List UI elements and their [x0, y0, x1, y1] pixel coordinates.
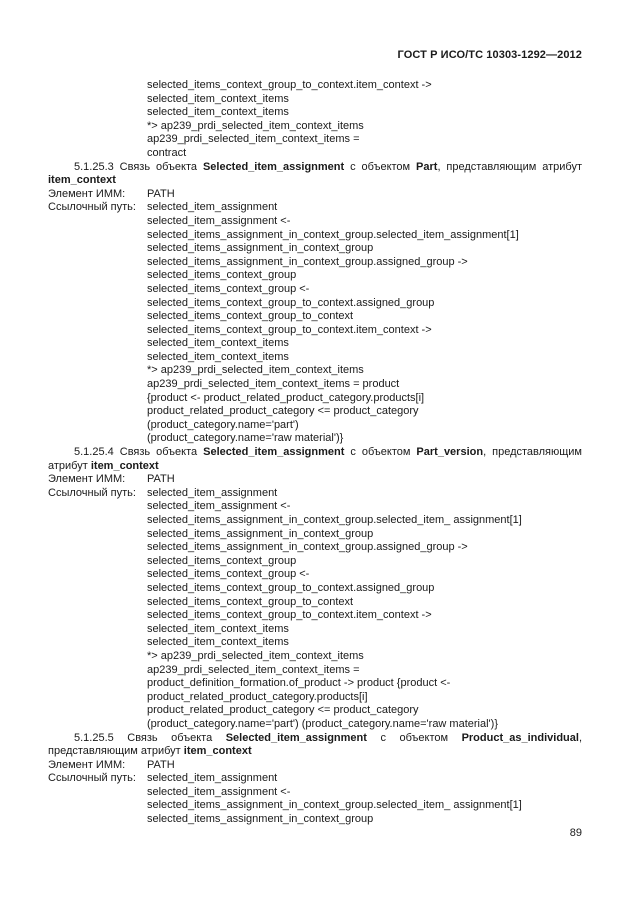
para-text: , представляющим атрибут — [48, 731, 582, 758]
label-spacer — [48, 269, 147, 283]
path-line-row — [48, 718, 582, 732]
path-line-row — [48, 609, 582, 623]
label-spacer — [48, 242, 147, 256]
path-line: selected_item_context_items — [147, 92, 289, 105]
path-line: selected_items_context_group_to_context — [147, 310, 354, 323]
path-line-row — [48, 677, 582, 691]
label-spacer — [48, 419, 147, 433]
path-line: selected_items_assignment_in_context_group.selected_item_ assignment[1] — [147, 799, 522, 812]
path-line-row — [48, 568, 582, 582]
label-spacer — [48, 297, 147, 311]
path-line: {product <- product_related_product_category.products[i] — [147, 391, 425, 404]
label-spacer — [48, 813, 147, 827]
attribute-name: item_context — [48, 174, 116, 187]
path-line-row — [48, 351, 582, 365]
path-line-row — [48, 215, 582, 229]
path-line: selected_item_context_items — [147, 622, 289, 635]
section-paragraph — [48, 446, 582, 473]
path-line: ap239_prdi_selected_item_context_items = — [147, 133, 360, 146]
reference-path-label: Ссылочный путь: — [48, 772, 136, 785]
label-spacer — [48, 541, 147, 555]
path-line-row — [48, 500, 582, 514]
path-line-row — [48, 120, 582, 134]
label-spacer — [48, 623, 147, 637]
label-spacer — [48, 799, 147, 813]
path-line: selected_items_context_group_to_context.item_context -> — [147, 79, 432, 91]
path-line-row — [48, 555, 582, 569]
path-line: selected_items_context_group — [147, 554, 297, 567]
path-line: selected_item_assignment — [147, 201, 278, 214]
aim-element-value: PATH — [147, 473, 175, 486]
label-spacer — [48, 596, 147, 610]
path-line-row — [48, 405, 582, 419]
label-spacer — [48, 337, 147, 351]
label-spacer — [48, 704, 147, 718]
path-line: product_definition_formation.of_product -> product {product <- — [147, 677, 451, 690]
para-text: с объектом — [366, 731, 462, 744]
reference-path-label: Ссылочный путь: — [48, 201, 136, 214]
path-line: selected_items_assignment_in_context_group — [147, 813, 374, 826]
reference-path-label: Ссылочный путь: — [48, 486, 136, 499]
path-line-row — [48, 364, 582, 378]
path-line: selected_item_assignment <- — [147, 785, 291, 798]
path-line-row — [48, 813, 582, 827]
path-line: selected_item_assignment <- — [147, 214, 291, 227]
label-spacer — [48, 133, 147, 147]
mapping-section — [48, 161, 582, 446]
path-line: selected_items_assignment_in_context_group.selected_item_assignment[1] — [147, 228, 519, 241]
path-line: selected_items_assignment_in_context_group — [147, 527, 374, 540]
path-line-row — [48, 691, 582, 705]
label-spacer — [48, 79, 147, 93]
aim-element-label: Элемент ИММ: — [48, 473, 126, 486]
label-spacer — [48, 677, 147, 691]
path-line: product_related_product_category.products[i] — [147, 690, 368, 703]
label-spacer — [48, 528, 147, 542]
path-line-row — [48, 106, 582, 120]
path-line-row — [48, 337, 582, 351]
label-spacer — [48, 256, 147, 270]
label-spacer — [48, 93, 147, 107]
path-line: selected_items_context_group_to_context.assigned_group — [147, 581, 435, 594]
path-line: selected_item_context_items — [147, 106, 289, 119]
path-line-row — [48, 704, 582, 718]
para-text: 5.1.25.4 Связь объекта — [74, 446, 204, 459]
path-line-row — [48, 283, 582, 297]
label-spacer — [48, 283, 147, 297]
continuation-block — [48, 79, 582, 161]
target-entity-name: Part — [416, 160, 438, 173]
path-line-row — [48, 269, 582, 283]
label-spacer — [48, 514, 147, 528]
path-line: selected_items_context_group_to_context.item_context -> — [147, 609, 432, 622]
para-text: с объектом — [344, 160, 417, 173]
mapping-section — [48, 732, 582, 827]
path-line-row — [48, 419, 582, 433]
label-spacer — [48, 691, 147, 705]
path-line-row — [48, 147, 582, 161]
para-text: 5.1.25.3 Связь объекта — [74, 160, 203, 173]
path-line-row — [48, 79, 582, 93]
target-entity-name: Part_version — [416, 446, 484, 459]
path-line: selected_items_assignment_in_context_group.assigned_group -> — [147, 541, 468, 554]
path-line: selected_item_assignment — [147, 772, 278, 785]
path-line-row — [48, 201, 582, 215]
label-spacer — [48, 147, 147, 161]
entity-name: Selected_item_assignment — [203, 446, 345, 459]
path-line: (product_category.name='raw material')} — [147, 432, 344, 445]
path-line-row — [48, 324, 582, 338]
path-line-row — [48, 799, 582, 813]
path-line: selected_items_context_group <- — [147, 282, 310, 295]
path-line-row — [48, 392, 582, 406]
path-line: selected_items_assignment_in_context_group.selected_item_ assignment[1] — [147, 514, 522, 526]
path-line-row — [48, 133, 582, 147]
path-line-row — [48, 242, 582, 256]
path-line-row — [48, 256, 582, 270]
path-line-row — [48, 487, 582, 501]
path-line: selected_items_context_group — [147, 269, 297, 282]
section-paragraph — [48, 161, 582, 188]
mapping-section — [48, 446, 582, 731]
label-spacer — [48, 405, 147, 419]
entity-name: Selected_item_assignment — [202, 160, 345, 173]
path-line: (product_category.name='part') (product_category.name='raw material')} — [147, 717, 498, 730]
path-line-row — [48, 596, 582, 610]
path-line: *> ap239_prdi_selected_item_context_items — [147, 119, 364, 132]
path-line: selected_item_context_items — [147, 337, 289, 350]
path-line-row — [48, 432, 582, 446]
path-line: contract — [147, 146, 187, 159]
path-line-row — [48, 636, 582, 650]
aim-element-label: Элемент ИММ: — [48, 758, 126, 771]
label-spacer — [48, 500, 147, 514]
label-spacer — [48, 786, 147, 800]
path-line-row — [48, 528, 582, 542]
attribute-name: item_context — [183, 745, 252, 758]
path-line-row — [48, 623, 582, 637]
path-line: selected_item_assignment — [147, 486, 278, 499]
path-line-row — [48, 93, 582, 107]
label-spacer — [48, 664, 147, 678]
path-line-row — [48, 229, 582, 243]
aim-element-row — [48, 759, 582, 773]
label-spacer — [48, 215, 147, 229]
aim-element-row — [48, 473, 582, 487]
path-line: selected_items_context_group <- — [147, 568, 310, 581]
aim-element-value: PATH — [147, 758, 175, 771]
path-line: selected_item_assignment <- — [147, 500, 291, 513]
label-spacer — [48, 351, 147, 365]
path-line: *> ap239_prdi_selected_item_context_items — [147, 649, 364, 662]
label-spacer — [48, 229, 147, 243]
label-spacer — [48, 555, 147, 569]
path-line: ap239_prdi_selected_item_context_items = — [147, 663, 360, 676]
para-text: , представляющим атрибут — [437, 160, 582, 173]
label-spacer — [48, 310, 147, 324]
page-number: 89 — [569, 827, 582, 839]
aim-element-label: Элемент ИММ: — [48, 187, 126, 200]
aim-element-row — [48, 188, 582, 202]
path-line: (product_category.name='part') — [147, 418, 299, 431]
label-spacer — [48, 568, 147, 582]
path-line: ap239_prdi_selected_item_context_items = product — [147, 378, 400, 391]
section-paragraph — [48, 732, 582, 759]
path-line: selected_items_context_group_to_context.item_context -> — [147, 323, 432, 336]
path-line: selected_items_context_group_to_context — [147, 595, 354, 608]
path-line-row — [48, 650, 582, 664]
para-text: , представляющим атрибут — [48, 446, 582, 472]
sections-container — [48, 161, 582, 827]
path-line-row — [48, 514, 582, 528]
path-line: selected_items_assignment_in_context_group — [147, 242, 374, 255]
label-spacer — [48, 324, 147, 338]
path-line-row — [48, 310, 582, 324]
path-line-row — [48, 772, 582, 786]
path-line: selected_items_context_group_to_context.assigned_group — [147, 296, 435, 309]
path-line: product_related_product_category <= product_category — [147, 405, 419, 418]
label-spacer — [48, 650, 147, 664]
para-text: 5.1.25.5 Связь объекта — [74, 731, 226, 744]
label-spacer — [48, 432, 147, 446]
label-spacer — [48, 609, 147, 623]
path-line-row — [48, 664, 582, 678]
label-spacer — [48, 120, 147, 134]
document-header: ГОСТ Р ИСО/ТС 10303-1292—2012 — [397, 49, 582, 61]
label-spacer — [48, 378, 147, 392]
path-line: selected_item_context_items — [147, 350, 289, 363]
path-line: selected_items_assignment_in_context_group.assigned_group -> — [147, 255, 468, 268]
label-spacer — [48, 364, 147, 378]
path-line-row — [48, 582, 582, 596]
path-line: selected_item_context_items — [147, 636, 289, 649]
path-line-row — [48, 541, 582, 555]
label-spacer — [48, 392, 147, 406]
entity-name: Selected_item_assignment — [225, 731, 367, 744]
path-line-row — [48, 786, 582, 800]
label-spacer — [48, 636, 147, 650]
path-line: product_related_product_category <= product_category — [147, 704, 419, 717]
path-line: *> ap239_prdi_selected_item_context_items — [147, 364, 364, 377]
attribute-name: item_context — [90, 459, 159, 472]
document-body — [48, 79, 582, 827]
target-entity-name: Product_as_individual — [461, 731, 579, 744]
label-spacer — [48, 582, 147, 596]
label-spacer — [48, 718, 147, 732]
path-line-row — [48, 378, 582, 392]
label-spacer — [48, 106, 147, 120]
para-text: с объектом — [344, 446, 417, 459]
aim-element-value: PATH — [147, 187, 175, 200]
path-line-row — [48, 297, 582, 311]
